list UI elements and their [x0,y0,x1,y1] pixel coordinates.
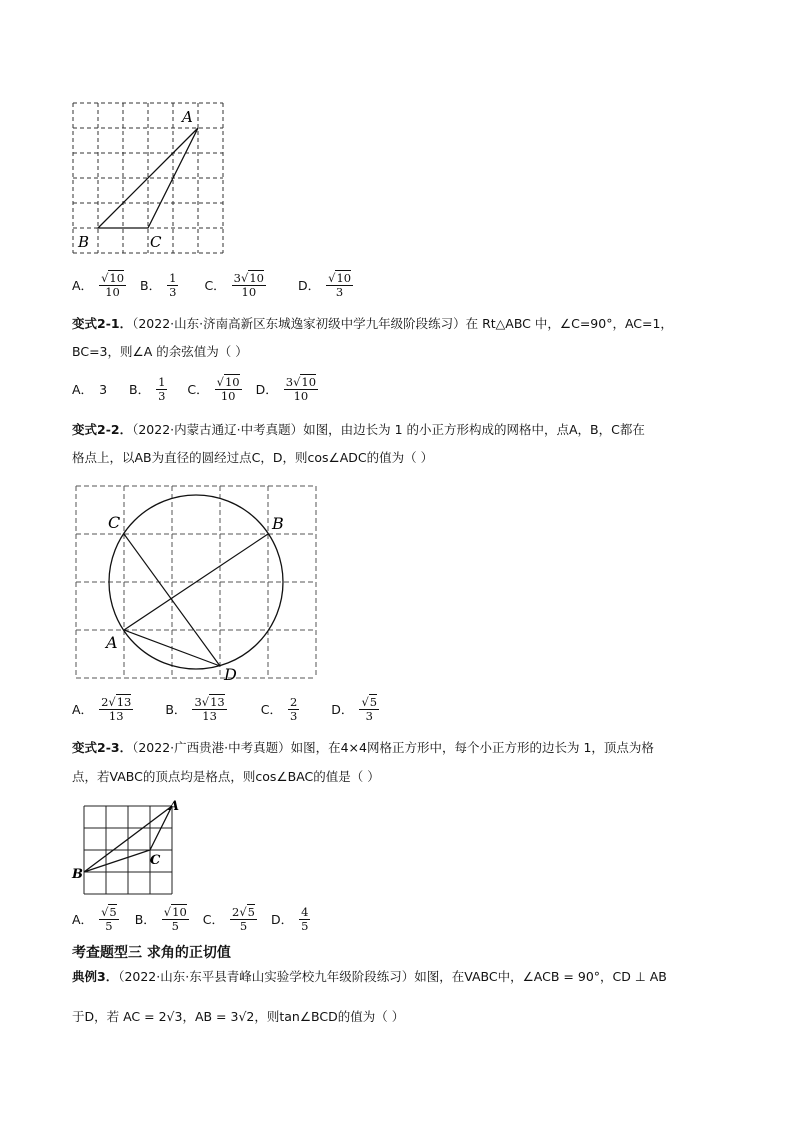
ex3-text-2: 于D，若 AC = 2√3，AB = 3√2，则tan∠BCD的值为（ ） [72,1009,405,1024]
q21-option-b[interactable]: B． $\frac{1}{3}$ [129,374,166,403]
label-c2: C [108,513,121,532]
q23-line1 [72,738,654,758]
triangle-abc [98,128,198,228]
label-a: A [182,108,193,126]
q23-text-2: 点，若VABC的顶点均是格点，则cos∠BAC的值是（ ） [72,769,380,784]
figure-4x4-grid [70,798,182,898]
q21-option-c[interactable]: C． $\frac{√10}{10}$ [187,374,240,403]
q21-option-d[interactable]: D． $\frac{3√10}{10}$ [255,374,317,403]
q0-option-a[interactable]: A． $\frac{√10}{10}$ [72,270,125,299]
q23-text-1: （2022·广西贵港·中考真题）如图，在4×4网格正方形中，每个小正方形的边长为 1，顶点为格 [132,740,654,755]
q22-line1 [72,420,645,440]
figure-circle-grid [74,484,320,684]
q23-option-b[interactable]: B． $\frac{√10}{5}$ [134,904,187,933]
ex3-line1 [72,967,667,987]
label-d2: D [224,665,237,684]
q21-tag: 变式2-1． [72,316,133,331]
q22-option-c[interactable]: C． $\frac{2}{3}$ [260,694,298,723]
q21-line1 [72,314,673,334]
figure-grid-triangle-1 [70,100,230,260]
q0-option-b[interactable]: B． $\frac{1}{3}$ [140,270,177,299]
label-a3: A [169,799,180,814]
q21-options [72,372,332,406]
q22-option-a[interactable]: A． $\frac{2√13}{13}$ [72,694,132,723]
q23-tag: 变式2-3． [72,740,133,755]
label-b3: B [72,867,83,882]
ex3-text-1: （2022·山东·东平县青峰山实验学校九年级阶段练习）如图，在VABC中，∠ACB = 90°，CD ⊥ AB [118,969,667,984]
label-c: C [150,233,162,251]
q21-text-1: （2022·山东·济南高新区东城逸家初级中学九年级阶段练习）在 Rt△ABC 中，∠C=90°，AC=1， [132,316,673,331]
label-a2: A [106,633,118,652]
q0-option-c[interactable]: C． $\frac{3√10}{10}$ [204,270,264,299]
ex3-tag: 典例3． [72,969,119,984]
q22-text-2: 格点上，以AB为直径的圆经过点C，D，则cos∠ADC的值为（ ） [72,450,434,465]
label-b: B [78,233,90,251]
q23-options [72,902,324,936]
q22-option-b[interactable]: B． $\frac{3√13}{13}$ [165,694,225,723]
section-title: 考查题型三 求角的正切值 [72,945,231,961]
solid-grid [84,806,172,894]
label-c3: C [150,853,161,868]
q22-options [72,692,393,726]
q21-text-2: BC=3，则∠A 的余弦值为（ ） [72,344,248,359]
q23-option-a[interactable]: A． $\frac{√5}{5}$ [72,904,117,933]
q23-option-d[interactable]: D． $\frac{4}{5}$ [270,904,309,933]
q22-tag: 变式2-2． [72,422,133,437]
q0-options [72,268,367,302]
q0-option-d[interactable]: D． $\frac{√10}{3}$ [297,270,352,299]
q22-text-1: （2022·内蒙古通辽·中考真题）如图，由边长为 1 的小正方形构成的网格中，点A，B，C都在 [132,422,645,437]
label-b2: B [272,514,284,533]
q22-option-d[interactable]: D． $\frac{√5}{3}$ [331,694,378,723]
q23-option-c[interactable]: C． $\frac{2√5}{5}$ [202,904,255,933]
q21-option-a[interactable]: A． 3 [72,381,108,397]
